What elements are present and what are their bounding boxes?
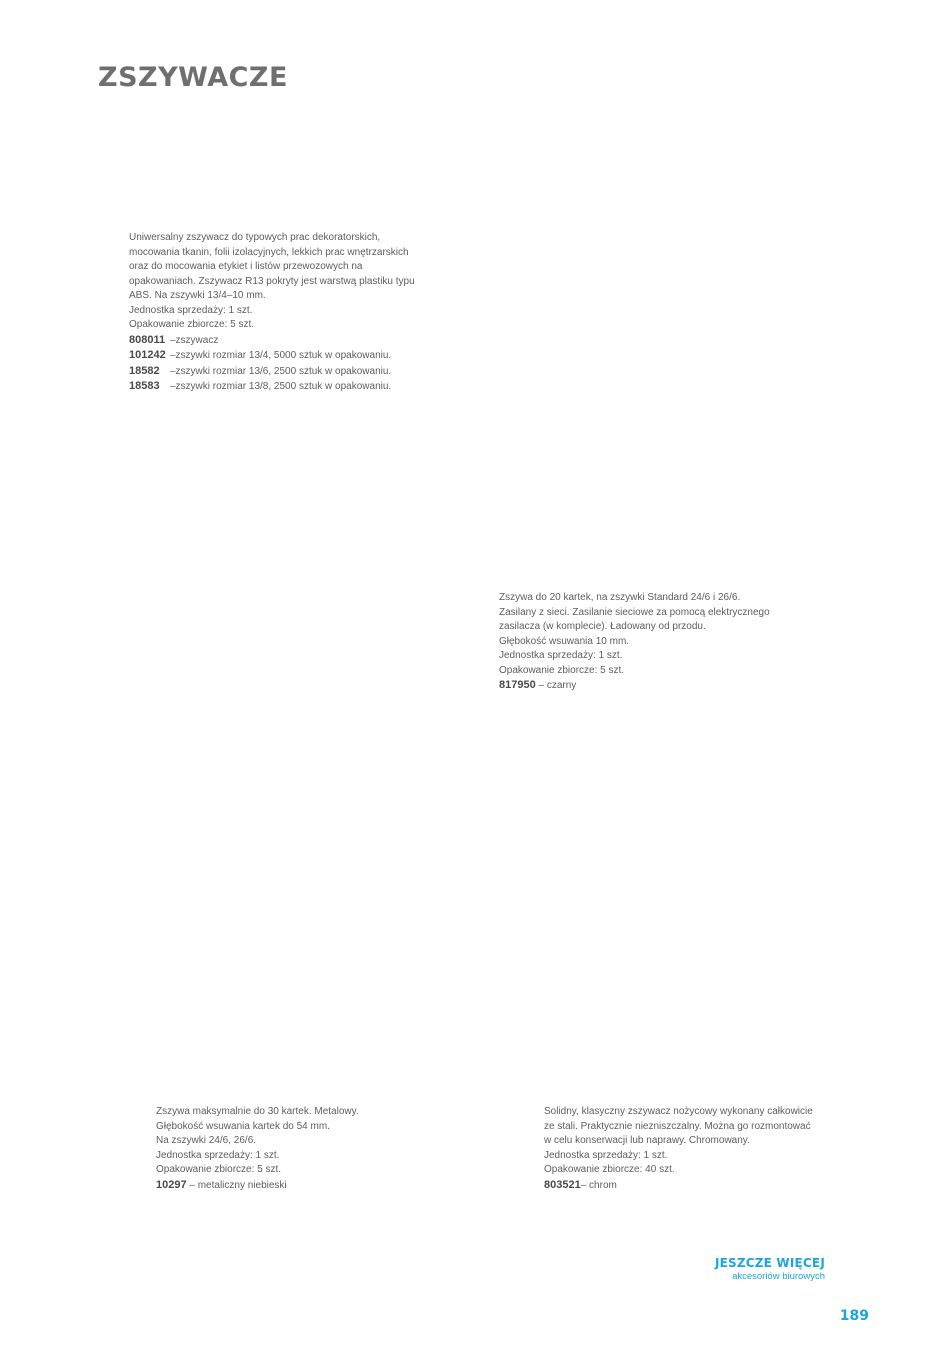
sku-row <box>499 678 770 694</box>
sku-row <box>129 364 415 380</box>
description-line: Solidny, klasyczny zszywacz nożycowy wykonany całkowicie <box>544 1106 813 1117</box>
sku-code: 10297 <box>156 1178 187 1191</box>
product-description-2 <box>499 591 770 694</box>
description-line: zasilacza (w komplecie). Ładowany od przodu. <box>499 621 706 632</box>
description-line: w celu konserwacji lub naprawy. Chromowany. <box>544 1135 750 1146</box>
sku-code: 817950 <box>499 679 536 691</box>
more-title: JESZCZE WIĘCEJ <box>714 1256 825 1270</box>
description-line: Opakowanie zbiorcze: 5 szt. <box>129 319 255 330</box>
sku-row <box>129 333 415 349</box>
description-line: Opakowanie zbiorcze: 40 szt. <box>544 1164 675 1175</box>
description-line: opakowaniach. Zszywacz R13 pokryty jest warstwą plastiku typu <box>129 275 415 287</box>
description-line: Głębokość wsuwania 10 mm. <box>499 635 630 647</box>
description-line: Zasilany z sieci. Zasilanie sieciowe za pomocą elektrycznego <box>499 606 770 618</box>
sku-row <box>129 379 415 395</box>
sku-code: 803521 <box>544 1178 581 1191</box>
sku-code: 101242 <box>129 349 166 361</box>
page-title: ZSZYWACZE <box>98 62 288 93</box>
description-line: Opakowanie zbiorcze: 5 szt. <box>499 664 625 676</box>
description-line: Zszywa do 20 kartek, na zszywki Standard 24/6 i 26/6. <box>499 592 741 603</box>
description-line: Głębokość wsuwania kartek do 54 mm. <box>156 1120 330 1132</box>
description-line: mocowania tkanin, folii izolacyjnych, lekkich prac wnętrzarskich <box>129 246 409 258</box>
description-line: Jednostka sprzedaży: 1 szt. <box>129 304 253 316</box>
description-line: Jednostka sprzedaży: 1 szt. <box>156 1149 280 1161</box>
sku-label: – czarny <box>535 680 577 691</box>
sku-label: –zszywki rozmiar 13/4, 5000 sztuk w opakowaniu. <box>170 350 392 361</box>
description-line: Jednostka sprzedaży: 1 szt. <box>499 650 623 661</box>
more-accessories-link[interactable] <box>715 1256 825 1282</box>
description-line: Uniwersalny zszywacz do typowych prac dekoratorskich, <box>129 232 381 243</box>
page-number: 189 <box>839 1308 869 1324</box>
sku-label: – metaliczny niebieski <box>186 1179 287 1191</box>
sku-row <box>544 1178 813 1194</box>
more-subtitle: akcesoriów biurowych <box>732 1271 825 1282</box>
description-line: Na zszywki 24/6, 26/6. <box>156 1135 257 1146</box>
sku-code: 18583 <box>129 380 160 392</box>
product-description-1 <box>129 231 415 395</box>
product-description-4 <box>544 1105 813 1193</box>
description-line: ABS. Na zszywki 13/4–10 mm. <box>129 290 266 301</box>
sku-row <box>129 348 415 364</box>
sku-label: –zszywki rozmiar 13/6, 2500 sztuk w opakowaniu. <box>170 365 392 377</box>
description-line: oraz do mocowania etykiet i listów przewozowych na <box>129 261 363 272</box>
description-line: ze stali. Praktycznie niezniszczalny. Można go rozmontować <box>544 1120 811 1132</box>
sku-row <box>156 1178 359 1194</box>
product-description-3 <box>156 1105 359 1193</box>
sku-code: 808011 <box>129 333 166 346</box>
sku-code: 18582 <box>129 364 160 377</box>
sku-label: –zszywki rozmiar 13/8, 2500 sztuk w opakowaniu. <box>170 381 392 392</box>
description-line: Zszywa maksymalnie do 30 kartek. Metalowy. <box>156 1106 359 1117</box>
sku-label: –zszywacz <box>170 334 219 346</box>
description-line: Jednostka sprzedaży: 1 szt. <box>544 1149 668 1161</box>
sku-label: – chrom <box>580 1179 617 1191</box>
description-line: Opakowanie zbiorcze: 5 szt. <box>156 1164 282 1175</box>
